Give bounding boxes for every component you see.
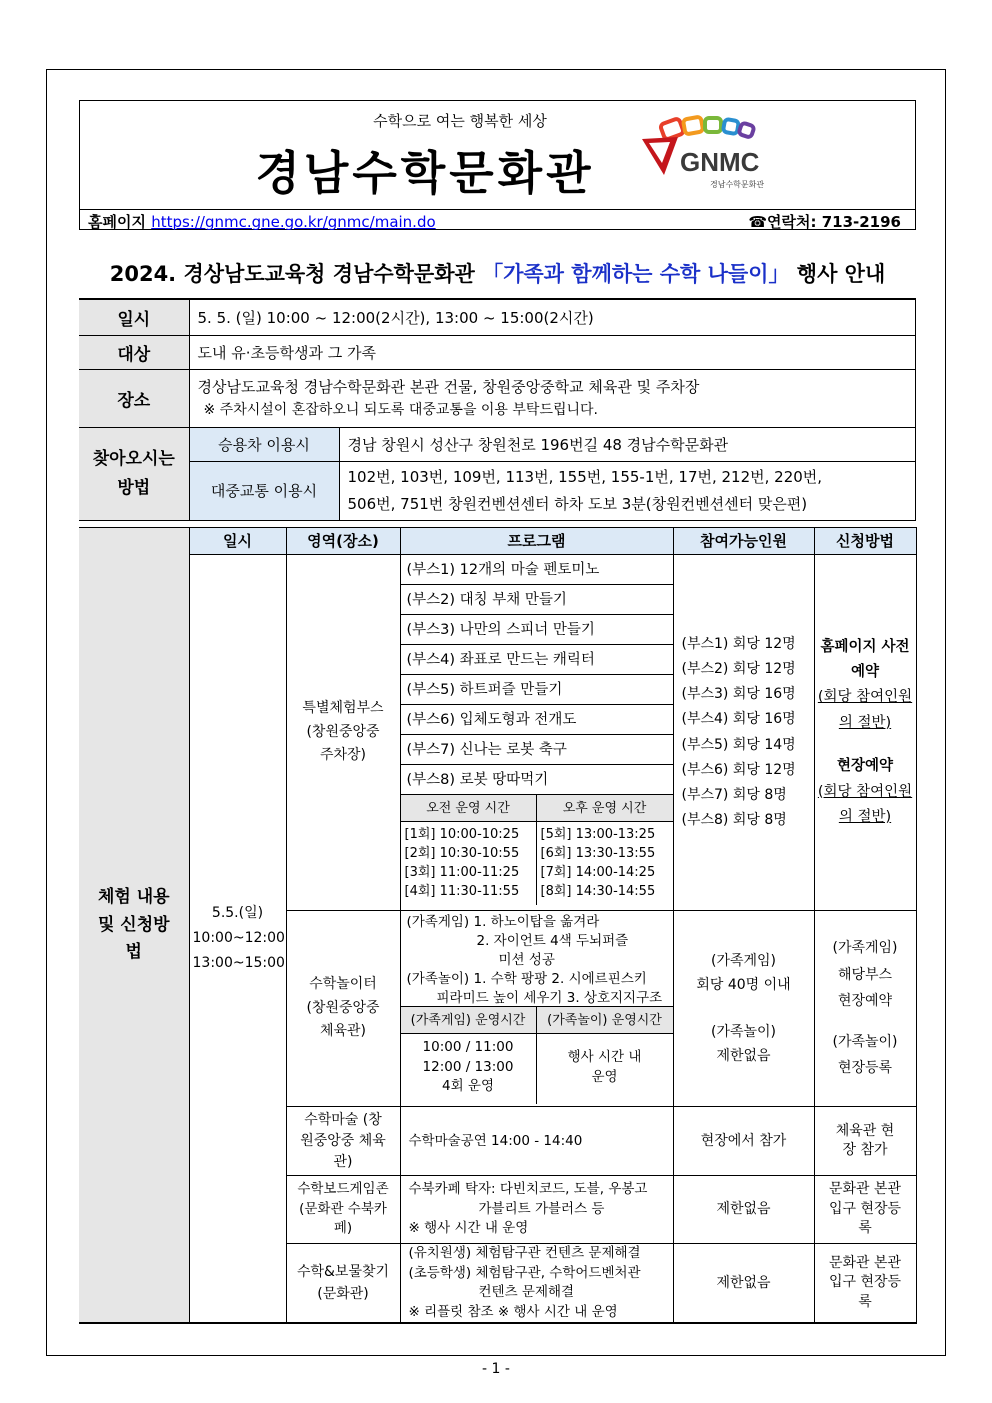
gnmc-logo [640,115,785,195]
homepage-line [88,211,436,232]
info-table [79,298,916,521]
apply-online-title: 홈페이지 사전예약 [820,638,910,681]
play-time-grid [401,1007,673,1104]
treasure-apply: 문화관 본관 입구 현장등록 [814,1244,916,1324]
event-title [79,258,916,288]
col-header-capacity: 참여가능인원 [673,528,814,555]
booth-7: (부스7) 신나는 로봇 축구 [401,735,673,765]
col-header-date: 일시 [189,528,286,555]
play-area: 수학놀이터 (창원중앙중 체육관) [286,911,400,1107]
treasure-program: (유치원생) 체험탐구관 컨텐츠 문제해결 (초등학생) 체험탐구관, 수학어드벤처관 컨텐츠 문제해결 ※ 리플릿 참조 ※ 행사 시간 내 운영 [400,1244,673,1324]
game-time-header: (가족게임) 운영시간 [401,1007,537,1034]
event-title-prefix: 2024. 경상남도교육청 경남수학문화관 [109,262,475,286]
date-time-2: 13:00~15:00 [192,955,285,972]
place-line-2: ※ 주차시설이 혼잡하오니 되도록 대중교통을 이용 부탁드립니다. [203,401,599,418]
bus-line-1: 102번, 103번, 109번, 113번, 155번, 155-1번, 17번, 212번, 220번, [347,468,823,487]
route-label: 찾아오시는 방법 [79,427,189,520]
booth-2: (부스2) 대칭 부채 만들기 [401,585,673,615]
page-number: - 1 - [482,1361,510,1377]
tagline: 수학으로 여는 행복한 세상 [373,112,547,130]
pm-header: 오후 운영 시간 [537,795,673,822]
booth-6: (부스6) 입체도형과 전개도 [401,705,673,735]
event-title-highlight: 「가족과 함께하는 수학 나들이」 [482,262,790,286]
special-capacity: (부스1) 회당 12명 (부스2) 회당 12명 (부스3) 회당 16명 (부스4) 회당 16명 (부스5) 회당 14명 (부스6) 회당 12명 (부스7) 회당 8명 (부스8) 회당 8명 [673,555,814,911]
event-title-suffix: 행사 안내 [796,262,886,286]
car-value: 경남 창원시 성산구 창원천로 196번길 48 경남수학문화관 [339,427,916,461]
apply-onsite-title: 현장예약 [836,758,894,775]
target-label: 대상 [79,335,189,369]
booth-8: (부스8) 로봇 땅따먹기 [401,765,673,795]
apply-onsite-note: (회당 참여인원의 절반) [817,783,913,825]
contact-info: ☎연락처: 713-2196 [748,213,901,231]
play-program: (가족게임) 1. 하노이탑을 옮겨라 2. 자이언트 4색 두뇌퍼즐 미션 성공 (가족놀이) 1. 수학 팡팡 2. 시에르핀스키 피라미드 높이 세우기 3. 상호지지구조 (가족게임) 운영시간 (가족놀이) 운영시간 10:00 / 11:00 12:00 / 13:00 4회 운영 행사 시간 내 운영 [400,911,673,1107]
bus-line-2: 506번, 751번 창원컨벤션센터 하차 도보 3분(창원컨벤션센터 맞은편) [347,494,808,513]
game-time: 10:00 / 11:00 12:00 / 13:00 4회 운영 [401,1034,537,1104]
magic-apply: 체육관 현장 참가 [814,1107,916,1176]
special-area: 특별체험부스 (창원중앙중 주차장) [286,555,400,911]
date-cell [189,555,286,1324]
magic-area: 수학마술 (창원중앙중 체육관) [286,1107,400,1176]
pm-times: [5회] 13:00-13:25 [6회] 13:30-13:55 [7회] 14:00-14:25 [8회] 14:30-14:55 [540,827,656,899]
am-header: 오전 운영 시간 [401,795,537,822]
date-day: 5.5.(일) [211,904,264,921]
col-header-area: 영역(장소) [286,528,400,555]
place-value [189,369,916,427]
svg-text:GNMC: GNMC [680,147,760,177]
bus-value [339,461,916,520]
header-rule [80,209,915,210]
header-box [79,100,916,230]
play-apply: (가족게임) 해당부스 현장예약 (가족놀이) 현장등록 [814,911,916,1107]
play-capacity: (가족게임) 회당 40명 이내 (가족놀이) 제한없음 [673,911,814,1107]
treasure-area: 수학&보물찾기 (문화관) [286,1244,400,1324]
family-time: 행사 시간 내 운영 [567,1049,642,1085]
main-title: 경남수학문화관 [255,146,595,200]
magic-capacity: 현장에서 참가 [673,1107,814,1176]
col-header-apply: 신청방법 [814,528,916,555]
board-program: 수북카페 탁자: 다빈치코드, 도블, 우봉고 가블리트 가블러스 등 ※ 행사 시간 내 운영 [400,1176,673,1244]
booth-5: (부스5) 하트퍼즐 만들기 [401,675,673,705]
place-label: 장소 [79,369,189,427]
board-area: 수학보드게임존 (문화관 수북카페) [286,1176,400,1244]
date-value: 5. 5. (일) 10:00 ~ 12:00(2시간), 13:00 ~ 15:00(2시간) [189,299,916,335]
board-capacity: 제한없음 [673,1176,814,1244]
board-apply: 문화관 본관 입구 현장등록 [814,1176,916,1244]
program-table [79,527,917,1324]
svg-text:경남수학문화관: 경남수학문화관 [710,180,765,189]
car-label: 승용차 이용시 [189,427,339,461]
homepage-label: 홈페이지 [88,213,146,231]
apply-online-note: (회당 참여인원의 절반) [817,689,913,731]
program-section [79,527,916,1324]
booth-1: (부스1) 12개의 마술 펜토미노 [401,555,673,585]
am-times: [1회] 10:00-10:25 [2회] 10:30-10:55 [3회] 11:00-11:25 [4회] 11:30-11:55 [401,822,537,905]
col-header-program: 프로그램 [400,528,673,555]
place-line-1: 경상남도교육청 경남수학문화관 본관 건물, 창원중앙중학교 체육관 및 주차장 [197,377,700,396]
date-label: 일시 [79,299,189,335]
family-time-header: (가족놀이) 운영시간 [537,1007,673,1034]
special-program [400,555,673,911]
homepage-link[interactable]: https://gnmc.gne.go.kr/gnmc/main.do [151,213,436,231]
booth-4: (부스4) 좌표로 만드는 캐릭터 [401,645,673,675]
date-time-1: 10:00~12:00 [192,930,285,947]
target-value: 도내 유·초등학생과 그 가족 [189,335,916,369]
info-section [79,298,916,521]
treasure-capacity: 제한없음 [673,1244,814,1324]
program-section-label: 체험 내용 및 신청방법 [79,528,189,1324]
special-time-grid [401,795,673,905]
special-apply [814,555,916,911]
bus-label: 대중교통 이용시 [189,461,339,520]
booth-3: (부스3) 나만의 스피너 만들기 [401,615,673,645]
magic-program: 수학마술공연 14:00 - 14:40 [400,1107,673,1176]
